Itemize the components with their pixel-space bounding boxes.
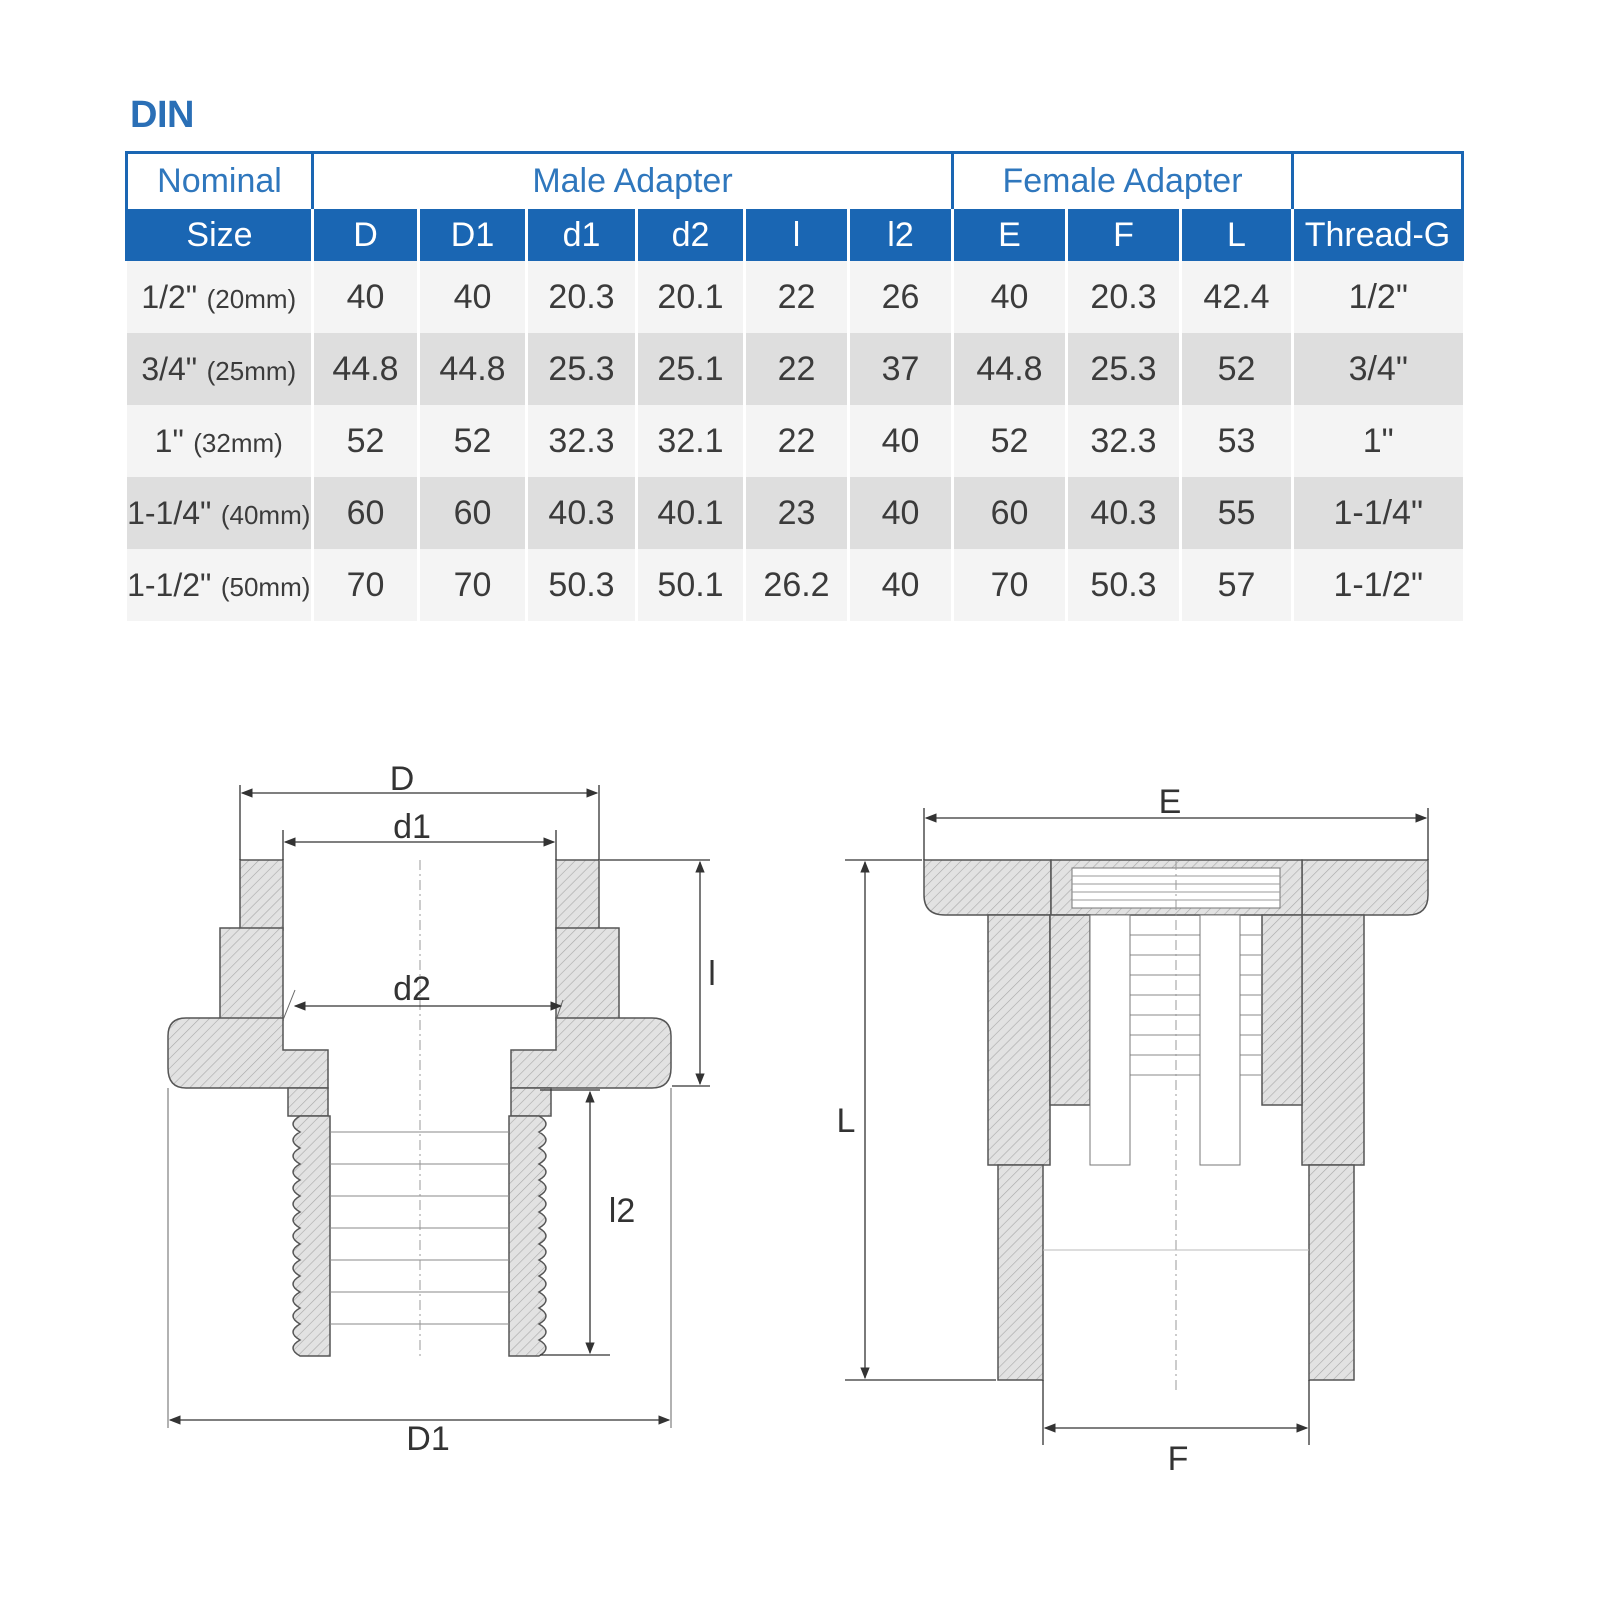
cell-E: 70 bbox=[953, 549, 1067, 621]
cell-l: 22 bbox=[745, 261, 849, 333]
cell-L: 53 bbox=[1181, 405, 1293, 477]
cell-l2: 40 bbox=[849, 549, 953, 621]
cell-d1: 32.3 bbox=[527, 405, 637, 477]
cell-E: 44.8 bbox=[953, 333, 1067, 405]
nominal-size-mm: (32mm) bbox=[193, 427, 283, 458]
cell-l2: 40 bbox=[849, 477, 953, 549]
cell-d2: 20.1 bbox=[637, 261, 745, 333]
cell-l: 26.2 bbox=[745, 549, 849, 621]
cell-E: 52 bbox=[953, 405, 1067, 477]
column-header: Thread-G bbox=[1293, 209, 1463, 261]
label-l2: l2 bbox=[608, 1192, 636, 1230]
cell-D: 60 bbox=[313, 477, 419, 549]
column-header: d1 bbox=[527, 209, 637, 261]
cell-G: 1" bbox=[1293, 405, 1463, 477]
cell-D: 44.8 bbox=[313, 333, 419, 405]
group-header-nominal: Nominal bbox=[127, 153, 313, 210]
nominal-size-inch: 1-1/2" bbox=[127, 566, 212, 603]
cell-l: 23 bbox=[745, 477, 849, 549]
label-F: F bbox=[1167, 1440, 1189, 1478]
cell-d1: 25.3 bbox=[527, 333, 637, 405]
label-D1: D1 bbox=[406, 1420, 450, 1458]
nominal-size-mm: (50mm) bbox=[220, 571, 311, 602]
male-adapter-drawing bbox=[168, 860, 671, 1428]
cell-G: 1-1/4" bbox=[1293, 477, 1463, 549]
cell-L: 52 bbox=[1181, 333, 1293, 405]
cell-L: 42.4 bbox=[1181, 261, 1293, 333]
group-header-male-adapter: Male Adapter bbox=[313, 153, 953, 210]
column-header: l bbox=[745, 209, 849, 261]
cell-d2: 50.1 bbox=[637, 549, 745, 621]
label-d1: d1 bbox=[393, 808, 431, 846]
cell-d1: 20.3 bbox=[527, 261, 637, 333]
cell-D1: 40 bbox=[419, 261, 527, 333]
nominal-size-inch: 1-1/4" bbox=[127, 494, 212, 531]
cell-l2: 26 bbox=[849, 261, 953, 333]
nominal-size-inch: 1" bbox=[154, 422, 184, 459]
cell-l2: 40 bbox=[849, 405, 953, 477]
cell-l2: 37 bbox=[849, 333, 953, 405]
cell-G: 3/4" bbox=[1293, 333, 1463, 405]
column-header: D1 bbox=[419, 209, 527, 261]
nominal-size-inch: 3/4" bbox=[141, 350, 198, 387]
female-adapter-drawing bbox=[924, 860, 1428, 1390]
cell-l: 22 bbox=[745, 333, 849, 405]
cell-D: 70 bbox=[313, 549, 419, 621]
cell-E: 60 bbox=[953, 477, 1067, 549]
column-header: d2 bbox=[637, 209, 745, 261]
label-L: L bbox=[836, 1102, 856, 1140]
label-d2: d2 bbox=[393, 970, 431, 1008]
cell-D: 40 bbox=[313, 261, 419, 333]
nominal-size-mm: (20mm) bbox=[206, 283, 297, 314]
column-header: F bbox=[1067, 209, 1181, 261]
cell-D1: 44.8 bbox=[419, 333, 527, 405]
cell-l: 22 bbox=[745, 405, 849, 477]
nominal-size-mm: (40mm) bbox=[220, 499, 311, 530]
column-header: L bbox=[1181, 209, 1293, 261]
cell-d2: 40.1 bbox=[637, 477, 745, 549]
cell-D: 52 bbox=[313, 405, 419, 477]
cell-F: 25.3 bbox=[1067, 333, 1181, 405]
page-title: DIN bbox=[130, 94, 194, 136]
nominal-size-mm: (25mm) bbox=[206, 355, 297, 386]
column-header: E bbox=[953, 209, 1067, 261]
cell-G: 1/2" bbox=[1293, 261, 1463, 333]
cell-D1: 70 bbox=[419, 549, 527, 621]
cell-D1: 60 bbox=[419, 477, 527, 549]
cell-F: 50.3 bbox=[1067, 549, 1181, 621]
cell-G: 1-1/2" bbox=[1293, 549, 1463, 621]
cell-d2: 32.1 bbox=[637, 405, 745, 477]
cell-F: 40.3 bbox=[1067, 477, 1181, 549]
cell-d1: 50.3 bbox=[527, 549, 637, 621]
column-header: Size bbox=[127, 209, 313, 261]
label-l: l bbox=[708, 955, 716, 993]
column-header: D bbox=[313, 209, 419, 261]
cell-d1: 40.3 bbox=[527, 477, 637, 549]
cell-F: 32.3 bbox=[1067, 405, 1181, 477]
cell-L: 57 bbox=[1181, 549, 1293, 621]
column-header: l2 bbox=[849, 209, 953, 261]
cell-E: 40 bbox=[953, 261, 1067, 333]
label-E: E bbox=[1158, 783, 1182, 821]
cell-D1: 52 bbox=[419, 405, 527, 477]
label-D: D bbox=[389, 760, 415, 798]
cell-L: 55 bbox=[1181, 477, 1293, 549]
nominal-size-inch: 1/2" bbox=[141, 278, 198, 315]
cell-F: 20.3 bbox=[1067, 261, 1181, 333]
cell-d2: 25.1 bbox=[637, 333, 745, 405]
group-header-female-adapter: Female Adapter bbox=[953, 153, 1293, 210]
